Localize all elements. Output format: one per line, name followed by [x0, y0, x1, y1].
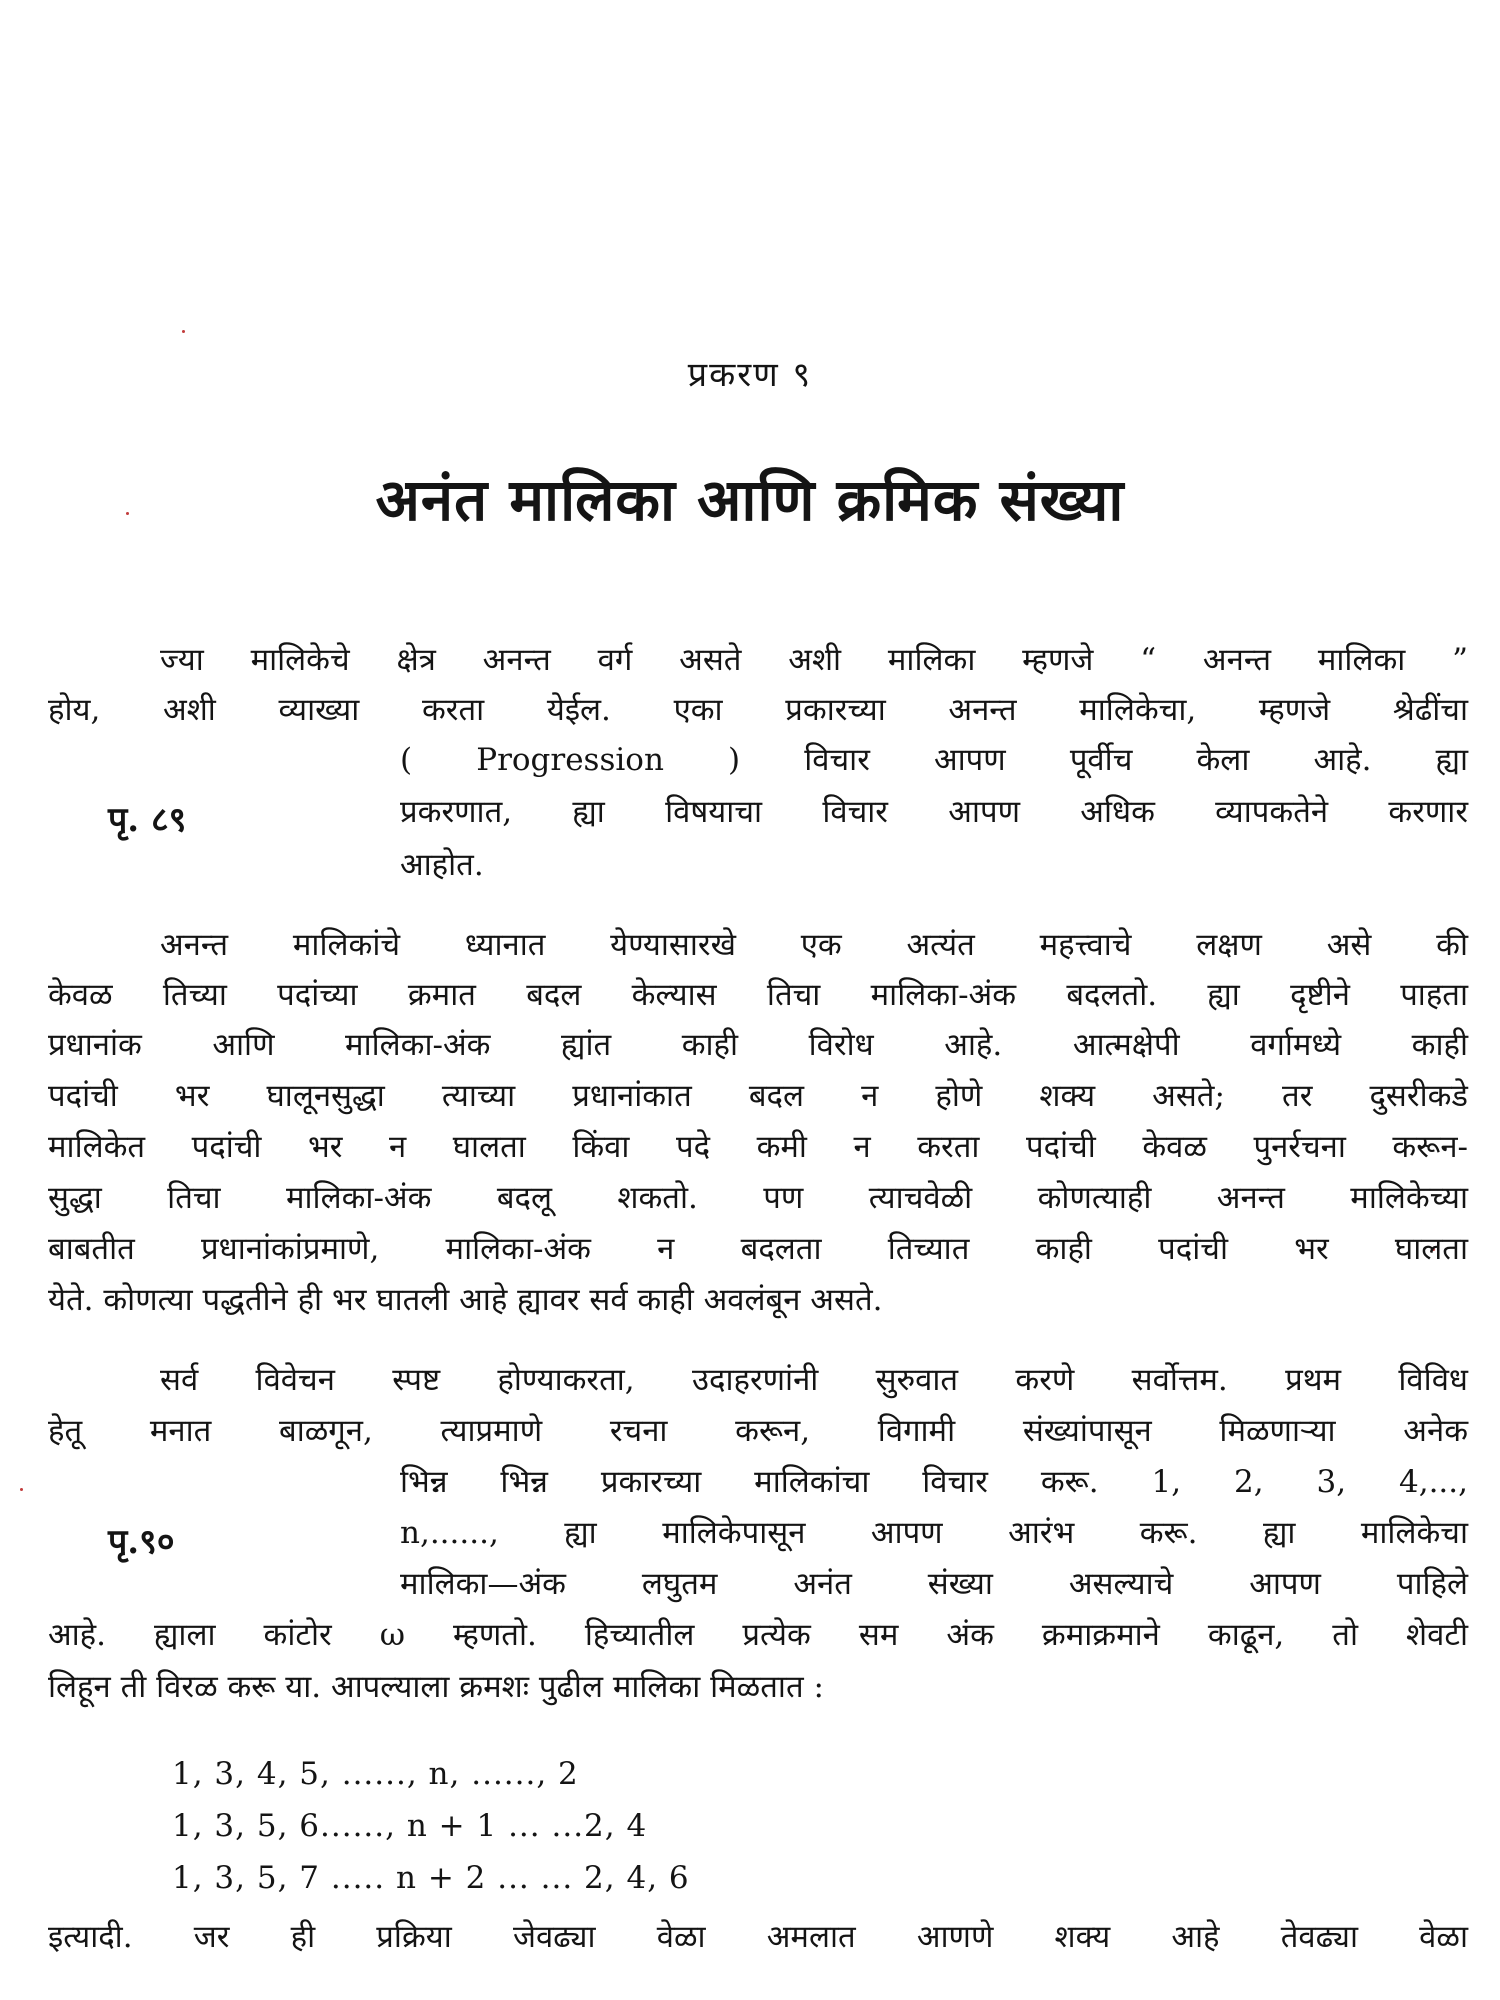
paragraph-3-line-6: आहे. ह्याला कांटोर ω म्हणतो. हिच्यातील प्रत्येक सम अंक क्रमाक्रमाने काढून, तो शेवटी	[48, 1617, 1468, 1653]
paragraph-3-line-3: भिन्न भिन्न प्रकारच्या मालिकांचा विचार करू. 1, 2, 3, 4,...,	[400, 1464, 1468, 1500]
paragraph-3-line-4: n,......, ह्या मालिकेपासून आपण आरंभ करू. ह्या मालिकेचा	[400, 1515, 1468, 1551]
closing-line: इत्यादी. जर ही प्रक्रिया जेवढ्या वेळा अमलात आणणे शक्य आहे तेवढ्या वेळा	[48, 1919, 1468, 1955]
series-line-1: 1, 3, 4, 5, ......, n, ......, 2	[172, 1756, 579, 1792]
margin-page-reference: पृ. ८९	[108, 800, 187, 840]
paragraph-2-line-8: येते. कोणत्या पद्धतीने ही भर घातली आहे ह्यावर सर्व काही अवलंबून असते.	[48, 1282, 883, 1318]
paragraph-1-line-5: आहोत.	[400, 847, 484, 883]
paragraph-2-line-5: मालिकेत पदांची भर न घालता किंवा पदे कमी न करता पदांची केवळ पुनर्रचना करून-	[48, 1129, 1468, 1165]
paragraph-2-line-4: पदांची भर घालूनसुद्धा त्याच्या प्रधानांकात बदल न होणे शक्य असते; तर दुसरीकडे	[48, 1078, 1468, 1114]
paragraph-2-line-3: प्रधानांक आणि मालिका-अंक ह्यांत काही विरोध आहे. आत्मक्षेपी वर्गामध्ये काही	[48, 1027, 1468, 1063]
margin-page-reference: पृ.९०	[108, 1522, 175, 1562]
paragraph-1-line-4: प्रकरणात, ह्या विषयाचा विचार आपण अधिक व्यापकतेने करणार	[400, 794, 1468, 830]
paragraph-3-line-2: हेतू मनात बाळगून, त्याप्रमाणे रचना करून, विगामी संख्यांपासून मिळणाऱ्या अनेक	[48, 1413, 1468, 1449]
ink-speck	[182, 330, 185, 333]
series-line-2: 1, 3, 5, 6......, n + 1 ... ...2, 4	[172, 1808, 648, 1844]
paragraph-2-line-7: बाबतीत प्रधानांकांप्रमाणे, मालिका-अंक न बदलता तिच्यात काही पदांची भर घालता	[48, 1231, 1468, 1267]
paragraph-3-line-7: लिहून ती विरळ करू या. आपल्याला क्रमशः पुढील मालिका मिळतात :	[48, 1669, 824, 1705]
series-line-3: 1, 3, 5, 7 ..... n + 2 ... ... 2, 4, 6	[172, 1860, 690, 1896]
paragraph-1-line-2: होय, अशी व्याख्या करता येईल. एका प्रकारच्या अनन्त मालिकेचा, म्हणजे श्रेढींचा	[48, 692, 1468, 728]
chapter-title: अनंत मालिका आणि क्रमिक संख्या	[375, 466, 1125, 534]
ink-speck	[20, 1488, 23, 1491]
paragraph-1-line-3: ( Progression ) विचार आपण पूर्वीच केला आहे. ह्या	[400, 742, 1468, 778]
paragraph-1-line-1: ज्या मालिकेचे क्षेत्र अनन्त वर्ग असते अशी मालिका म्हणजे “ अनन्त मालिका ”	[160, 642, 1468, 678]
paragraph-2-line-1: अनन्त मालिकांचे ध्यानात येण्यासारखे एक अत्यंत महत्त्वाचे लक्षण असे की	[160, 927, 1468, 963]
paragraph-2-line-2: केवळ तिच्या पदांच्या क्रमात बदल केल्यास तिचा मालिका-अंक बदलतो. ह्या दृष्टीने पाहता	[48, 977, 1468, 1013]
paragraph-3-line-1: सर्व विवेचन स्पष्ट होण्याकरता, उदाहरणांनी सुरुवात करणे सर्वोत्तम. प्रथम विविध	[160, 1362, 1468, 1398]
chapter-label: प्रकरण ९	[687, 355, 813, 395]
paragraph-3-line-5: मालिका—अंक लघुतम अनंत संख्या असल्याचे आपण पाहिले	[400, 1566, 1468, 1602]
paragraph-2-line-6: सुद्धा तिचा मालिका-अंक बदलू शकतो. पण त्याचवेळी कोणत्याही अनन्त मालिकेच्या	[48, 1180, 1468, 1216]
